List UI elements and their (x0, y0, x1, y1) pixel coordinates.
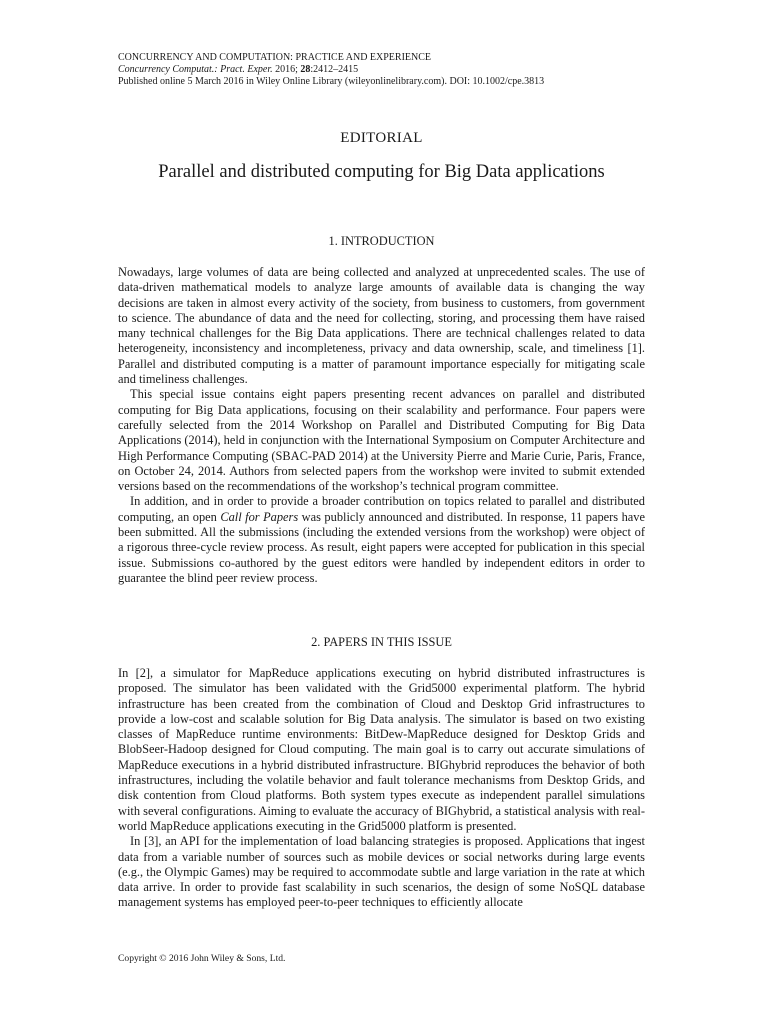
section-body-papers (118, 666, 645, 911)
paragraph (118, 494, 645, 586)
journal-name: CONCURRENCY AND COMPUTATION: PRACTICE AND EXPERIENCE (118, 52, 432, 63)
section-heading-introduction: 1. INTRODUCTION (328, 234, 435, 248)
paragraph: In [3], an API for the implementation of load balancing strategies is proposed. Applications that ingest data from a variable number of sources such as mobile devices or social networks during large events (e.g., the Olympic Games) may be required to accommodate subtle and large variation in the rate at which data arrive. In order to provide fast scalability in such scenarios, the design of some NoSQL database management systems has employed peer-to-peer techniques to efficiently allocate (118, 834, 645, 910)
paragraph: Nowadays, large volumes of data are being collected and analyzed at unprecedented scales. The use of data-driven mathematical models to analyze large amounts of available data is changing the way decisions are taken in almost every activity of the society, from business to customers, from government to science. The abundance of data and the need for collecting, storing, and processing them have raised many technical challenges for the Big Data applications. There are technical challenges related to data heterogeneity, inconsistency and incompleteness, privacy and data ownership, scale, and timeliness [1]. Parallel and distributed computing is a matter of paramount importance especially for mitigating scale and timeliness challenges. (118, 265, 645, 387)
paragraph-text: In addition, and in order to provide a broader contribution on topics related to parallel and distributed computing, an open (118, 494, 645, 524)
copyright-footer: Copyright © 2016 John Wiley & Sons, Ltd. (118, 953, 286, 964)
citation-pages: :2412–2415 (310, 64, 359, 76)
journal-header (118, 52, 658, 89)
paragraph: In [2], a simulator for MapReduce applications executing on hybrid distributed infrastructures is proposed. The simulator has been validated with the Grid5000 experimental platform. The hybrid infrastructure has been created from the combination of Cloud and Desktop Grid infrastructures to provide a low-cost and scalable solution for Big Data analysis. The simulator is based on two existing classes of MapReduce runtime environments: BitDew-MapReduce designed for Desktop Grids and BlobSeer-Hadoop designed for Cloud computing. The main goal is to carry out accurate simulations of MapReduce executions in a hybrid distributed infrastructure. BIGhybrid reproduces the behavior of both infrastructures, including the volatile behavior and fault tolerance mechanisms from Desktop Grids, and disk contention from Cloud platforms. Both system types execute as independent parallel simulations with several configurations. Aiming to evaluate the accuracy of BIGhybrid, a statistical analysis with real-world MapReduce applications executing in the Grid5000 platform is presented. (118, 666, 645, 833)
citation-volume: 28 (300, 64, 311, 76)
citation-line (118, 64, 658, 76)
section-body-introduction (118, 265, 645, 586)
citation-year: 2016; (272, 64, 301, 76)
paragraph: This special issue contains eight papers presenting recent advances on parallel and distributed computing for Big Data applications, focusing on their scalability and performance. Four papers were carefully selected from the 2014 Workshop on Parallel and Distributed Computing for Big Data Applications (2014), held in conjunction with the International Symposium on Computer Architecture and High Performance Computing (SBAC-PAD 2014) at the University Pierre and Marie Curie, Paris, France, on October 24, 2014. Authors from selected papers from the workshop were invited to submit extended versions based on the recommendations of the workshop’s technical program committee. (118, 387, 645, 494)
published-line: Published online 5 March 2016 in Wiley Online Library (wileyonlinelibrary.com). DOI: 10.1002/cpe.3813 (118, 76, 545, 88)
section-heading-papers: 2. PAPERS IN THIS ISSUE (311, 635, 452, 649)
article-type: EDITORIAL (340, 130, 423, 146)
paragraph-text: was publicly announced and distributed. In response, 11 papers have been submitted. All the submissions (including the extended versions from the workshop) were object of a rigorous three-cycle review process. As result, eight papers were accepted for publication in this special issue. Submissions co-authored by the guest editors were handled by independent editors in order to guarantee the blind peer review process. (118, 509, 645, 585)
paper-title: Parallel and distributed computing for Big Data applications (158, 162, 605, 182)
citation-journal: Concurrency Computat.: Pract. Exper. (118, 64, 273, 76)
call-for-papers-text: Call for Papers (220, 509, 299, 524)
